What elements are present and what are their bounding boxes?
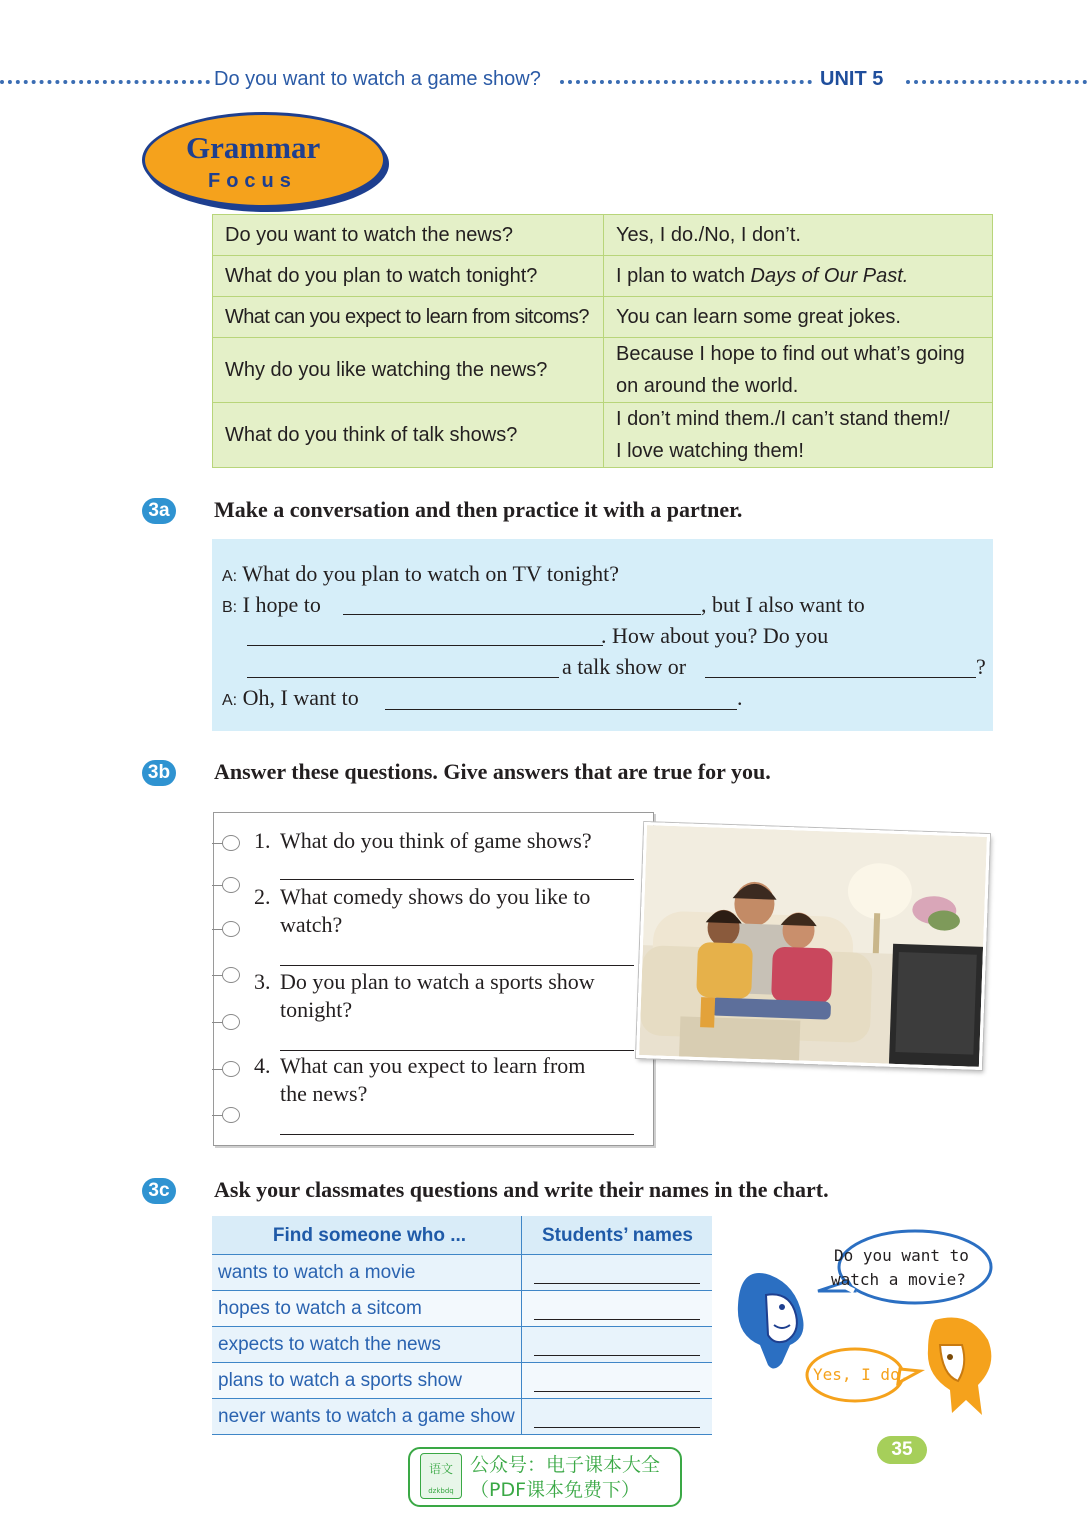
notepad-ring-icon [222, 877, 240, 893]
grammar-answer-line1: I don’t mind them./I can’t stand them!/ [616, 408, 950, 430]
fill-blank[interactable] [247, 677, 559, 678]
fill-blank[interactable] [247, 645, 603, 646]
show-title-italic: Days of Our Past. [750, 265, 909, 287]
speaker-label: A: [222, 568, 238, 585]
chart-prompt: plans to watch a sports show [212, 1363, 522, 1398]
girl-speech: Yes, I do. [813, 1365, 910, 1384]
question-text: What do you think of game shows? [280, 828, 592, 853]
question-number: 4. [254, 1053, 271, 1078]
header-dots-right [906, 80, 1087, 84]
conversation-text: ? [976, 654, 986, 679]
chart-prompt: expects to watch the news [212, 1327, 522, 1362]
grammar-focus-title: Grammar [186, 130, 321, 165]
chart-prompt: never wants to watch a game show [212, 1399, 522, 1434]
table-row [212, 1327, 712, 1363]
grammar-answer-line1: Because I hope to find out what’s going [616, 343, 965, 365]
fill-blank[interactable] [343, 614, 701, 615]
instruction-3c: Ask your classmates questions and write their names in the chart. [214, 1177, 829, 1202]
grammar-question: Why do you like watching the news? [213, 338, 604, 403]
notepad-ring-icon [222, 967, 240, 983]
family-watching-tv-photo [636, 822, 990, 1070]
grammar-table [212, 214, 993, 468]
notepad-ring-icon [222, 1061, 240, 1077]
grammar-answer [604, 338, 993, 403]
grammar-answer-line2: on around the world. [616, 375, 799, 397]
name-blank[interactable] [534, 1319, 700, 1320]
name-blank[interactable] [534, 1427, 700, 1428]
question-number: 1. [254, 828, 271, 853]
table-row [212, 1363, 712, 1399]
chart-header-find: Find someone who ... [212, 1216, 522, 1254]
question-number: 2. [254, 884, 271, 909]
chart-header-names: Students’ names [542, 1225, 693, 1246]
boy-speech-line1: Do you want to [834, 1246, 969, 1265]
grammar-answer-text: You can learn some great jokes. [616, 306, 901, 328]
fill-blank[interactable] [385, 709, 737, 710]
grammar-question: What do you think of talk shows? [213, 403, 604, 468]
grammar-answer [604, 256, 993, 297]
question-number: 3. [254, 969, 271, 994]
header-dots-middle [560, 80, 812, 84]
grammar-answer [604, 403, 993, 468]
conversation-text: a talk show or [562, 654, 687, 679]
chart-header-row [212, 1216, 712, 1255]
answer-line[interactable] [280, 879, 634, 880]
boy-speech-line2: watch a movie? [831, 1270, 966, 1289]
grammar-answer-text: Yes, I do./No, I don’t. [616, 224, 801, 246]
table-row [213, 338, 993, 403]
grammar-question: Do you want to watch the news? [213, 215, 604, 256]
page-number: 35 [877, 1436, 927, 1464]
notepad-ring-icon [222, 1014, 240, 1030]
table-row [213, 256, 993, 297]
question-text: What can you expect to learn from [280, 1053, 586, 1078]
table-row [212, 1291, 712, 1327]
answer-line[interactable] [280, 1134, 634, 1135]
notepad-ring-icon [222, 1107, 240, 1123]
book-icon-sub: dzkbdq [428, 1487, 454, 1495]
question-text: Do you plan to watch a sports show [280, 969, 595, 994]
name-blank[interactable] [534, 1355, 700, 1356]
section-badge-3b: 3b [142, 760, 176, 786]
book-icon [420, 1453, 462, 1499]
conversation-text: I hope to [242, 592, 321, 617]
notepad-ring-icon [222, 835, 240, 851]
question-text-line2: watch? [280, 912, 343, 937]
header-dots-left [0, 80, 210, 84]
chart-prompt: hopes to watch a sitcom [212, 1291, 522, 1326]
table-row [212, 1255, 712, 1291]
section-badge-3a: 3a [142, 498, 176, 524]
unit-label: UNIT 5 [814, 68, 889, 91]
grammar-answer [604, 215, 993, 256]
table-row [213, 297, 993, 338]
family-photo-illustration [639, 825, 987, 1067]
name-blank[interactable] [534, 1391, 700, 1392]
table-row [213, 215, 993, 256]
grammar-answer-line2: I love watching them! [616, 440, 804, 462]
answer-line[interactable] [280, 1050, 634, 1051]
conversation-text: Oh, I want to [242, 685, 359, 710]
section-badge-3c: 3c [142, 1178, 176, 1204]
grammar-focus-subtitle: Focus [208, 170, 297, 192]
conversation-text: , but I also want to [701, 592, 865, 617]
find-someone-chart [212, 1216, 712, 1435]
conversation-line [222, 561, 619, 587]
table-row [213, 403, 993, 468]
answer-line[interactable] [280, 965, 634, 966]
grammar-answer-text: I plan to watch [616, 265, 751, 287]
book-icon-label: 语文 [428, 1462, 453, 1476]
fill-blank[interactable] [705, 677, 976, 678]
chart-prompt: wants to watch a movie [212, 1255, 522, 1290]
conversation-text: What do you plan to watch on TV tonight? [242, 561, 620, 586]
grammar-answer [604, 297, 993, 338]
instruction-3a: Make a conversation and then practice it with a partner. [214, 497, 743, 522]
conversation-text: . How about you? Do you [601, 623, 829, 648]
grammar-question: What do you plan to watch tonight? [213, 256, 604, 297]
speaker-label: A: [222, 692, 238, 709]
question-text: What comedy shows do you like to [280, 884, 591, 909]
speaker-label: B: [222, 599, 238, 616]
conversation-text: . [737, 685, 743, 710]
conversation-line [222, 685, 359, 711]
conversation-line [222, 592, 321, 618]
lesson-title: Do you want to watch a game show? [210, 68, 545, 91]
grammar-question: What can you expect to learn from sitcoms? [213, 297, 604, 338]
question-text-line2: the news? [280, 1081, 368, 1106]
stamp-line1: 公众号：电子课本大全 [470, 1454, 661, 1476]
notepad-ring-icon [222, 921, 240, 937]
instruction-3b: Answer these questions. Give answers that are true for you. [214, 759, 771, 784]
name-blank[interactable] [534, 1283, 700, 1284]
table-row [212, 1399, 712, 1435]
question-text-line2: tonight? [280, 997, 353, 1022]
stamp-line2: （PDF课本免费下） [470, 1479, 641, 1501]
